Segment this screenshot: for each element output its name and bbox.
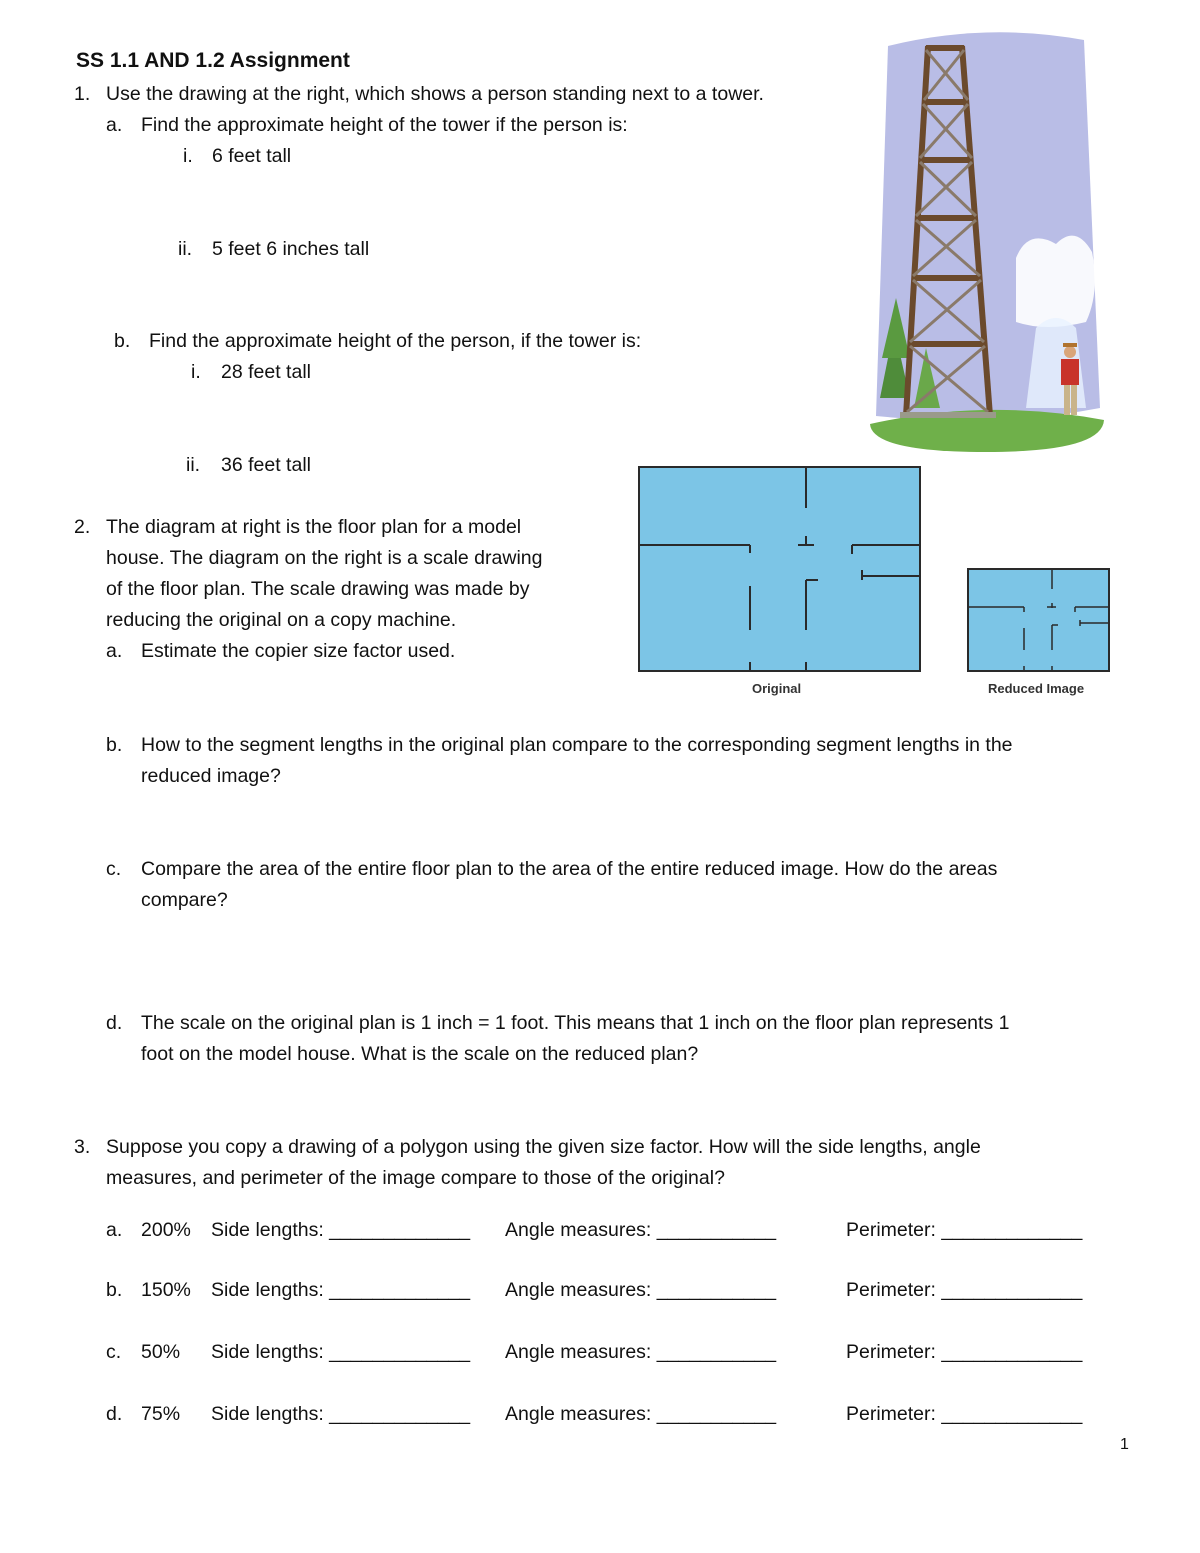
q2-number: 2. bbox=[74, 516, 91, 538]
q1b-ii-label: ii. bbox=[186, 454, 201, 476]
answer-blank: ___________ bbox=[656, 1403, 777, 1425]
answer-blank: _____________ bbox=[329, 1403, 471, 1425]
q1a-i-text: 6 feet tall bbox=[212, 145, 292, 167]
answer-blank: ___________ bbox=[656, 1279, 777, 1301]
answer-blank: _____________ bbox=[941, 1403, 1083, 1425]
angle-measures-label: Angle measures: bbox=[505, 1219, 657, 1241]
q3-row-label: d. bbox=[106, 1403, 123, 1425]
perimeter-field bbox=[846, 1405, 1082, 1425]
q2-line-4: reducing the original on a copy machine. bbox=[106, 609, 457, 631]
q2d-line-2: foot on the model house. What is the scale on the reduced plan? bbox=[141, 1043, 699, 1065]
q1b-ii-text: 36 feet tall bbox=[221, 454, 311, 476]
perimeter-field bbox=[846, 1343, 1082, 1363]
q2b-line-1: How to the segment lengths in the original plan compare to the corresponding segment lengths in the bbox=[141, 734, 1013, 756]
q1b-i-label: i. bbox=[191, 361, 201, 383]
q3-row-label: a. bbox=[106, 1219, 123, 1241]
perimeter-field bbox=[846, 1221, 1082, 1241]
q3-number: 3. bbox=[74, 1136, 91, 1158]
perimeter-label: Perimeter: bbox=[846, 1279, 942, 1301]
q2d-label: d. bbox=[106, 1012, 123, 1034]
q1a-ii-label: ii. bbox=[178, 238, 193, 260]
q1b-label: b. bbox=[114, 330, 131, 352]
side-lengths-field bbox=[211, 1221, 470, 1241]
q3-line-1: Suppose you copy a drawing of a polygon using the given size factor. How will the side lengths, angle bbox=[106, 1136, 981, 1158]
q2-line-3: of the floor plan. The scale drawing was made by bbox=[106, 578, 530, 600]
original-floor-plan bbox=[638, 466, 922, 674]
q3-row-factor: 50% bbox=[141, 1341, 181, 1363]
q3-row-factor: 75% bbox=[141, 1403, 181, 1425]
side-lengths-field bbox=[211, 1281, 470, 1301]
angle-measures-field bbox=[505, 1281, 776, 1301]
perimeter-label: Perimeter: bbox=[846, 1219, 942, 1241]
side-lengths-label: Side lengths: bbox=[211, 1341, 330, 1363]
angle-measures-field bbox=[505, 1343, 776, 1363]
q2-line-2: house. The diagram on the right is a scale drawing bbox=[106, 547, 543, 569]
angle-measures-field bbox=[505, 1405, 776, 1425]
answer-blank: _____________ bbox=[329, 1279, 471, 1301]
original-caption: Original bbox=[752, 681, 802, 696]
answer-blank: ___________ bbox=[656, 1341, 777, 1363]
angle-measures-label: Angle measures: bbox=[505, 1341, 657, 1363]
side-lengths-label: Side lengths: bbox=[211, 1403, 330, 1425]
side-lengths-field bbox=[211, 1343, 470, 1363]
q3-row-factor: 150% bbox=[141, 1279, 191, 1301]
q1-number: 1. bbox=[74, 83, 91, 105]
q1a-text: Find the approximate height of the tower if the person is: bbox=[141, 114, 628, 136]
page-number: 1 bbox=[1120, 1436, 1129, 1453]
q3-row-label: c. bbox=[106, 1341, 122, 1363]
perimeter-label: Perimeter: bbox=[846, 1403, 942, 1425]
q1a-label: a. bbox=[106, 114, 123, 136]
answer-blank: _____________ bbox=[329, 1219, 471, 1241]
q1-text: Use the drawing at the right, which shows a person standing next to a tower. bbox=[106, 83, 764, 105]
q2a-text: Estimate the copier size factor used. bbox=[141, 640, 456, 662]
q2c-line-1: Compare the area of the entire floor plan to the area of the entire reduced image. How do the areas bbox=[141, 858, 998, 880]
side-lengths-field bbox=[211, 1405, 470, 1425]
page-title: SS 1.1 AND 1.2 Assignment bbox=[76, 49, 350, 72]
answer-blank: _____________ bbox=[941, 1341, 1083, 1363]
side-lengths-label: Side lengths: bbox=[211, 1279, 330, 1301]
q2b-line-2: reduced image? bbox=[141, 765, 281, 787]
q3-row-factor: 200% bbox=[141, 1219, 191, 1241]
answer-blank: _____________ bbox=[329, 1341, 471, 1363]
q2c-label: c. bbox=[106, 858, 122, 880]
q1a-i-label: i. bbox=[183, 145, 193, 167]
perimeter-field bbox=[846, 1281, 1082, 1301]
perimeter-label: Perimeter: bbox=[846, 1341, 942, 1363]
angle-measures-label: Angle measures: bbox=[505, 1279, 657, 1301]
angle-measures-field bbox=[505, 1221, 776, 1241]
q1b-i-text: 28 feet tall bbox=[221, 361, 311, 383]
angle-measures-label: Angle measures: bbox=[505, 1403, 657, 1425]
answer-blank: _____________ bbox=[941, 1279, 1083, 1301]
q3-row-label: b. bbox=[106, 1279, 123, 1301]
q2b-label: b. bbox=[106, 734, 123, 756]
answer-blank: ___________ bbox=[656, 1219, 777, 1241]
reduced-caption: Reduced Image bbox=[988, 681, 1085, 696]
q2-line-1: The diagram at right is the floor plan for a model bbox=[106, 516, 522, 538]
q2d-line-1: The scale on the original plan is 1 inch = 1 foot. This means that 1 inch on the floor plan represents 1 bbox=[141, 1012, 1010, 1034]
answer-blank: _____________ bbox=[941, 1219, 1083, 1241]
side-lengths-label: Side lengths: bbox=[211, 1219, 330, 1241]
q1b-text: Find the approximate height of the person, if the tower is: bbox=[149, 330, 642, 352]
q3-line-2: measures, and perimeter of the image compare to those of the original? bbox=[106, 1167, 725, 1189]
reduced-floor-plan bbox=[967, 568, 1111, 674]
tower-illustration bbox=[866, 28, 1108, 454]
q1a-ii-text: 5 feet 6 inches tall bbox=[212, 238, 370, 260]
q2c-line-2: compare? bbox=[141, 889, 228, 911]
q2a-label: a. bbox=[106, 640, 123, 662]
